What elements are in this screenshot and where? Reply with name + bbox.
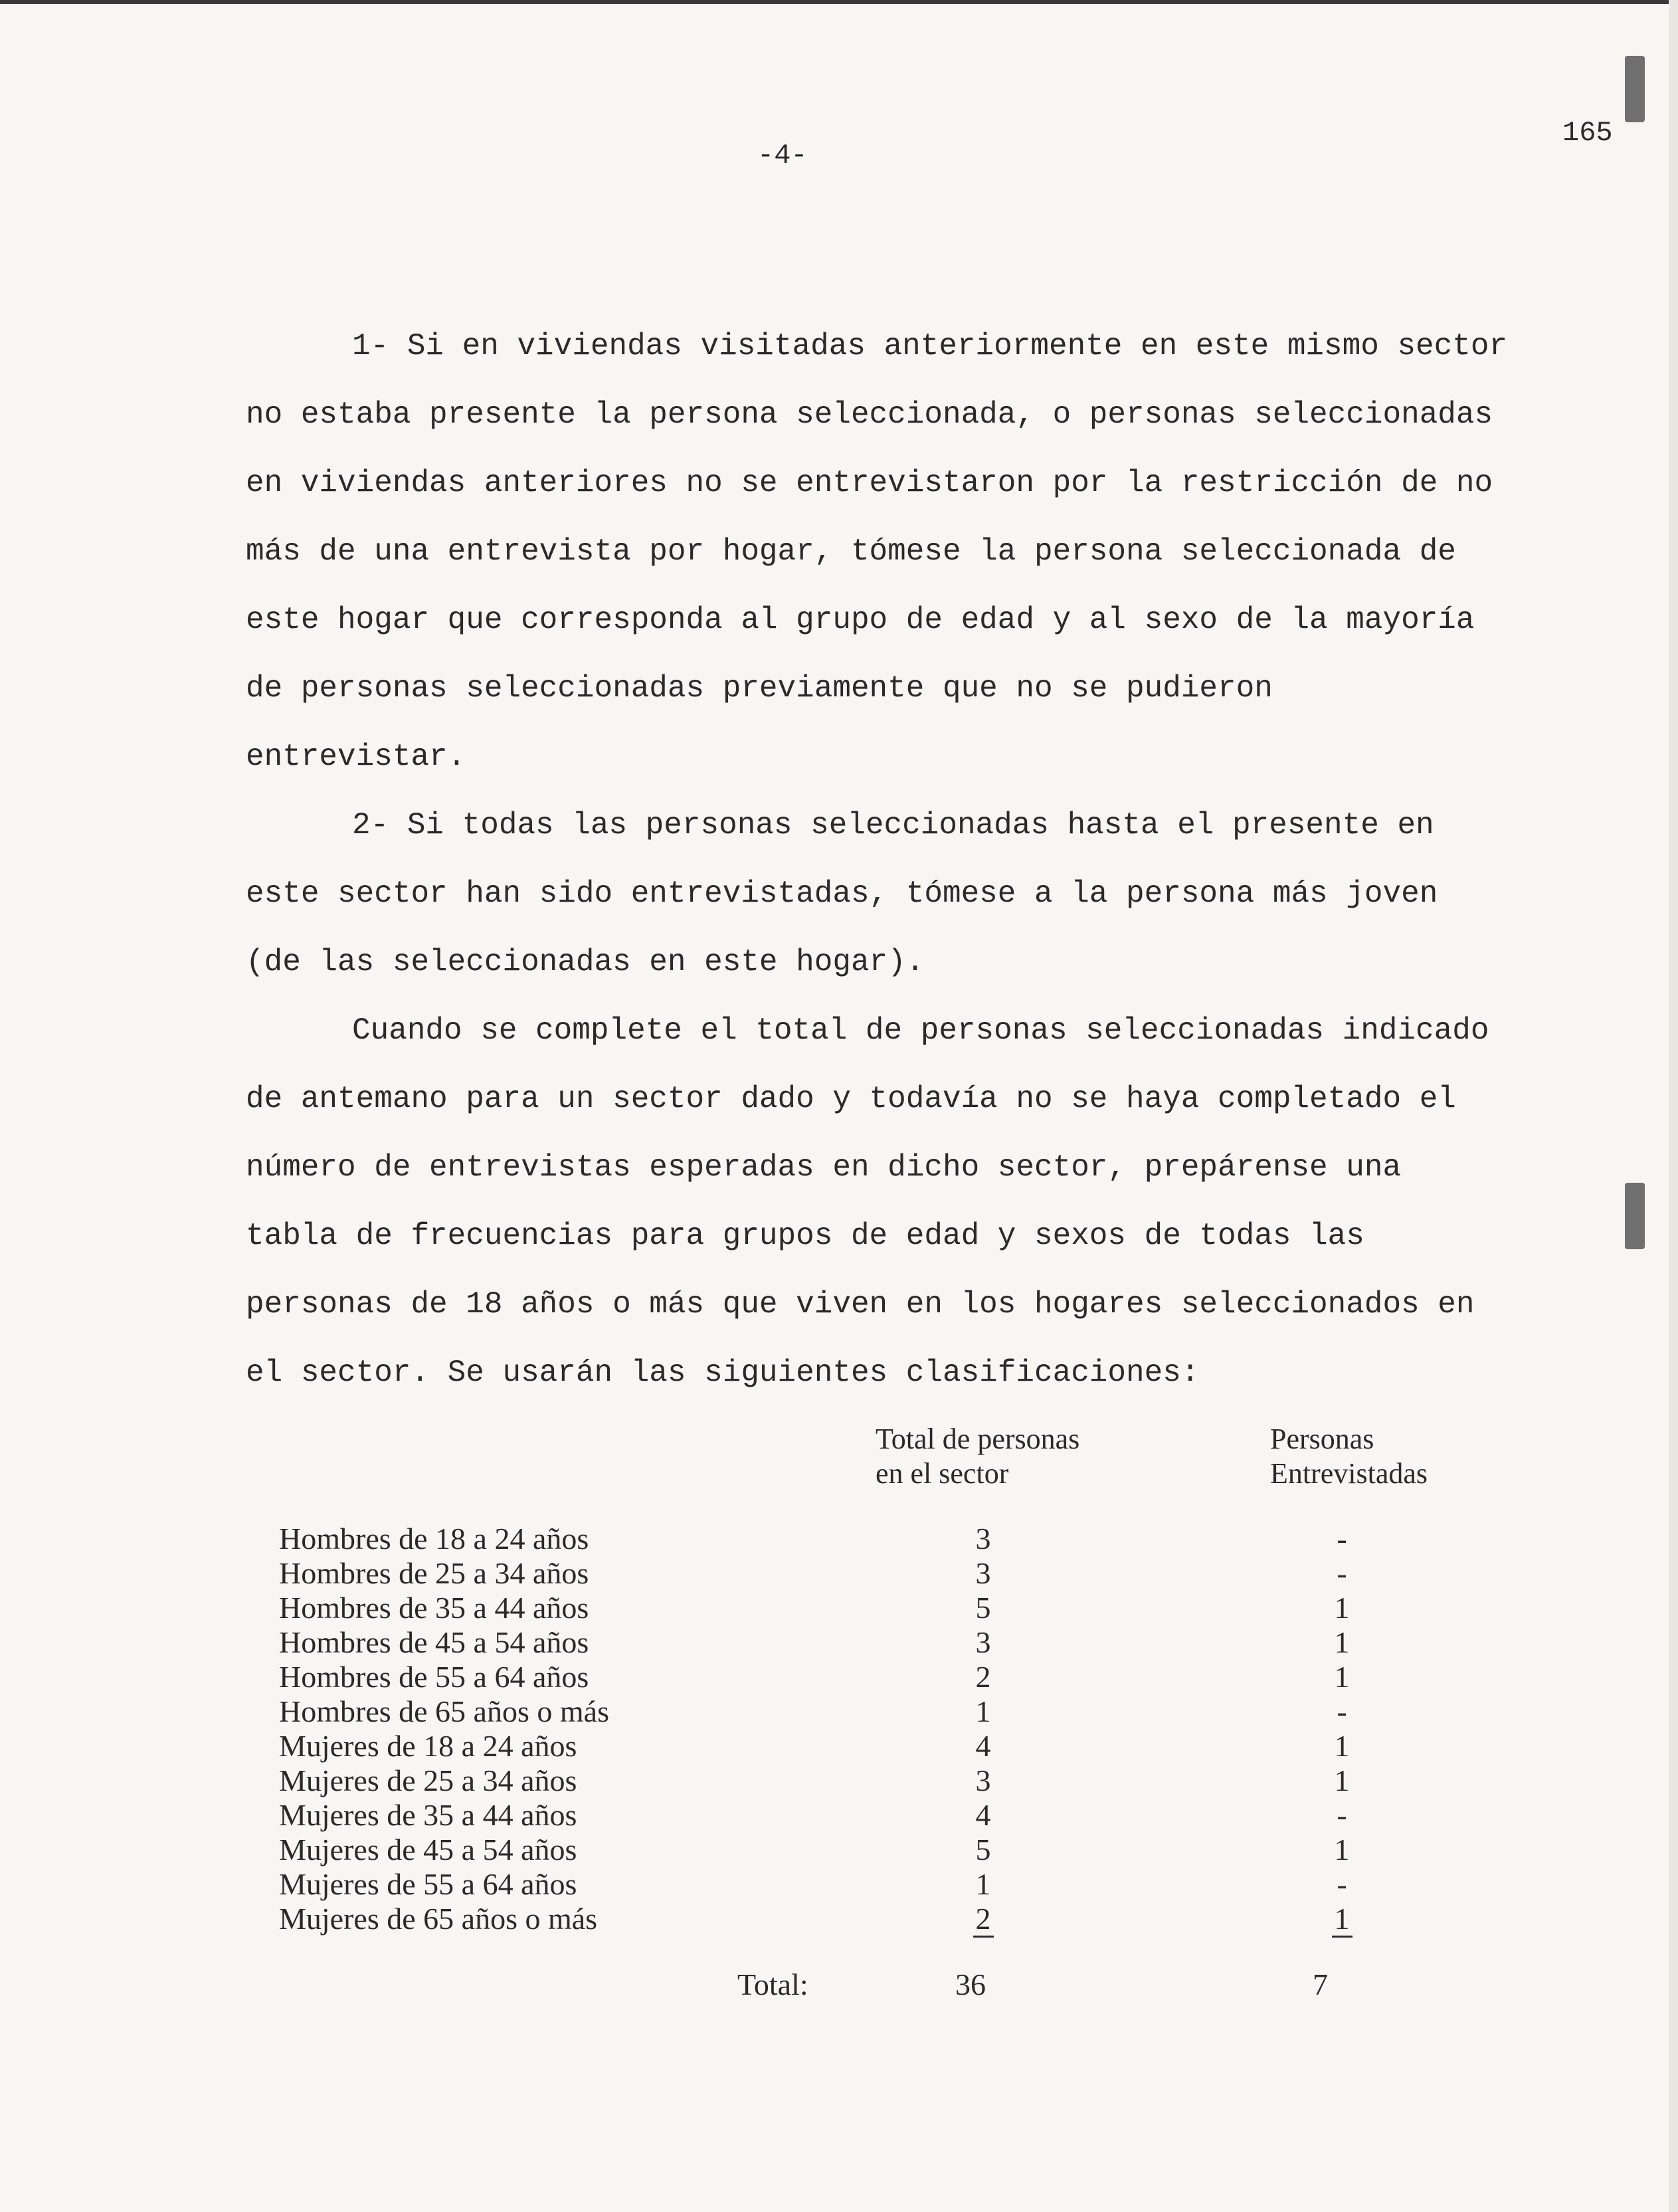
column-header-interviewed-line1: Personas [1270,1423,1374,1455]
row-total: 1 [975,1694,991,1728]
table-row [279,1625,1368,1660]
row-interviewed: - [1337,1556,1347,1590]
row-category: Mujeres de 18 a 24 años [279,1729,577,1763]
table-row [279,1763,1368,1798]
row-interviewed: 1 [1334,1591,1350,1625]
row-total: 4 [975,1729,991,1763]
table-row [279,1867,1368,1902]
row-category: Mujeres de 45 a 54 años [279,1833,577,1866]
row-category: Hombres de 45 a 54 años [279,1625,589,1659]
row-total: 5 [975,1591,991,1625]
table-row [279,1729,1368,1763]
column-header-interviewed-line2: Entrevistadas [1270,1457,1428,1490]
table-row [279,1833,1368,1867]
paragraph-1: 1- Si en viviendas visitadas anteriormente en este mismo sector no estaba presente la persona seleccionada, o personas seleccionadas en viviendas anteriores no se entrevistaron por la restricción de no más de una entrevista por hogar, tómese la persona seleccionada de este hogar que corresponda al grupo de edad y al sexo de la mayoría de personas seleccionadas previamente que no se pudieron entrevistar. [246,329,1508,774]
table-row [279,1902,1368,1936]
row-total: 4 [975,1798,991,1832]
row-category: Hombres de 35 a 44 años [279,1591,589,1625]
table-row [279,1522,1368,1556]
row-category: Mujeres de 25 a 34 años [279,1763,577,1797]
paragraph-3: Cuando se complete el total de personas seleccionadas indicado de antemano para un sector dado y todavía no se haya completado el número de entrevistas esperadas en dicho sector, prepárense una tabla de frecuencias para grupos de edad y sexos de todas las personas de 18 años o más que viven en los hogares seleccionados en el sector. Se usarán las siguientes clasificaciones: [246,1013,1489,1390]
row-total: 2 [975,1660,991,1694]
row-interviewed: - [1337,1694,1347,1728]
row-total: 1 [975,1867,991,1901]
row-category: Mujeres de 35 a 44 años [279,1798,577,1832]
table-row [279,1556,1368,1591]
row-total: 3 [975,1522,991,1556]
row-interviewed: 1 [1332,1902,1352,1938]
row-total: 3 [975,1625,991,1659]
paragraph-2: 2- Si todas las personas seleccionadas hasta el presente en este sector han sido entrevistadas, tómese a la persona más joven (de las seleccionadas en este hogar). [246,808,1438,979]
row-total: 3 [975,1556,991,1590]
column-header-total-line2: en el sector [876,1457,1009,1490]
page-right-edge [1669,0,1678,2212]
binder-tab-mark-middle [1625,1183,1645,1249]
table-row [279,1798,1368,1833]
row-category: Hombres de 65 años o más [279,1694,609,1728]
table-row [279,1591,1368,1625]
column-header-total [876,1422,1079,1491]
row-category: Mujeres de 65 años o más [279,1902,598,1936]
row-interviewed: - [1337,1867,1347,1901]
binder-tab-mark-top [1625,56,1645,122]
row-interviewed: 1 [1334,1833,1350,1866]
total-label: Total: [737,1967,808,2001]
row-interviewed: - [1337,1522,1347,1556]
column-header-total-line1: Total de personas [876,1423,1080,1455]
row-interviewed: 1 [1334,1763,1350,1797]
total-sum: 36 [955,1967,986,2001]
row-interviewed: - [1337,1798,1347,1832]
table-row [279,1694,1368,1729]
row-interviewed: 1 [1334,1625,1350,1659]
row-category: Hombres de 55 a 64 años [279,1660,589,1694]
page-number: 165 [1562,117,1613,149]
row-interviewed: 1 [1334,1729,1350,1763]
interviewed-sum: 7 [1313,1967,1328,2001]
body-text [246,312,1508,1407]
frequency-table [279,1522,1368,1936]
row-total: 3 [975,1763,991,1797]
row-total: 5 [975,1833,991,1866]
column-header-interviewed [1270,1422,1428,1491]
page-top-edge [0,0,1678,4]
row-category: Hombres de 18 a 24 años [279,1522,589,1556]
row-category: Mujeres de 55 a 64 años [279,1867,577,1901]
row-interviewed: 1 [1334,1660,1350,1694]
row-total: 2 [973,1902,994,1938]
page-label: -4- [757,140,808,171]
table-row [279,1660,1368,1694]
row-category: Hombres de 25 a 34 años [279,1556,589,1590]
